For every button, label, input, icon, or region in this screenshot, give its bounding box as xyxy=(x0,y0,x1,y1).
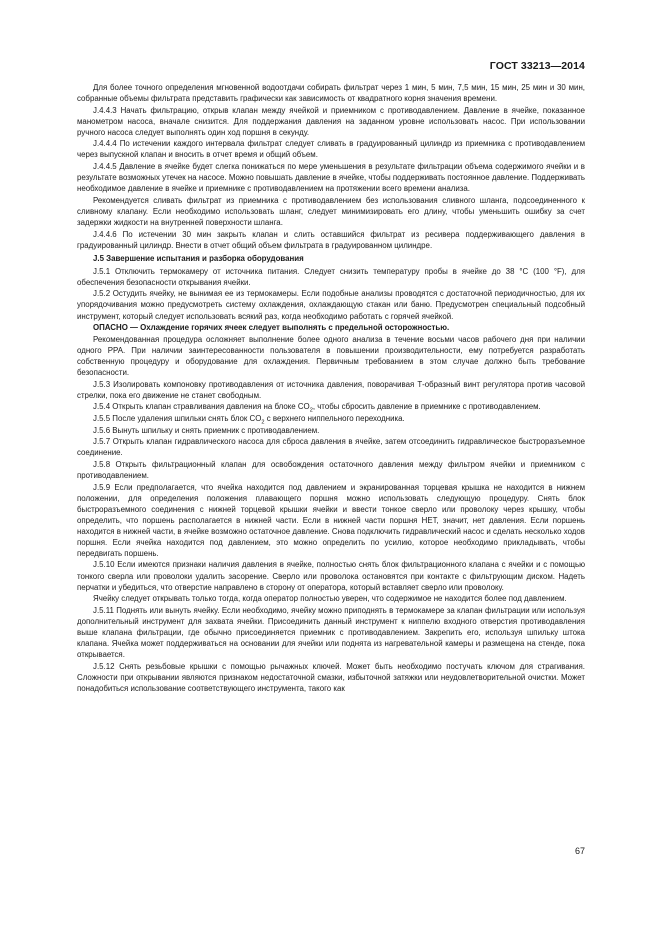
text-fragment: с верхнего ниппельного переходника. xyxy=(264,413,405,423)
paragraph-j511: J.5.11 Поднять или вынуть ячейку. Если необходимо, ячейку можно приподнять в термокамере за клапан фильтрации или используя дополнительный инструмент для захвата ячейки. Присоединить данный инструмент к ниппелю входного отверстия противодавления выше клапана фильтрации, где обычно присоединяется приемник с противодавлением. Закрепить его, используя шпильку штока клапана. Ячейка может поддерживаться на основании для ячейки или поднята из нагревательной камеры и размещена на стенде, пока открывается. xyxy=(77,605,585,660)
paragraph-j512: J.5.12 Снять резьбовые крышки с помощью рычажных ключей. Может быть необходимо постучать ключом для страгивания. Сложности при открывании являются признаком недостаточной смазки, избыточной затяжки или неудовлетворительной очистки. Может понадобиться использование соответствующего инструмента, такого как xyxy=(77,661,585,693)
paragraph-j446: J.4.4.6 По истечении 30 мин закрыть клапан и слить оставшийся фильтрат из ресивера поддерживающего давления в градуированный цилиндр. Внести в отчет общий объем фильтрата в градуированном цилиндре. xyxy=(77,229,585,250)
paragraph-j54 xyxy=(77,401,585,412)
paragraph-j444: J.4.4.4 По истечении каждого интервала фильтрат следует сливать в градуированный цилиндр из приемника с противодавлением через выпускной клапан и вносить в отчет время и общий объем. xyxy=(77,139,585,160)
danger-note xyxy=(77,322,585,333)
paragraph-j58: J.5.8 Открыть фильтрационный клапан для освобождения остаточного давления между фильтром ячейки и приемником с противодавлением. xyxy=(77,459,585,480)
paragraph: Ячейку следует открывать только тогда, когда оператор полностью уверен, что содержимое не находится более под давлением. xyxy=(93,594,567,604)
paragraph-j53: J.5.3 Изолировать компоновку противодавления от источника давления, поворачивая Т-образный винт регулятора против часовой стрелки, пока его движение не станет свободным. xyxy=(77,379,585,400)
text-fragment: J.5.5 После удаления шпильки снять блок CO xyxy=(93,413,262,423)
subscript: 2 xyxy=(309,407,313,414)
paragraph-j57: J.5.7 Открыть клапан гидравлического насоса для сброса давления в ячейке, затем отсоединить гидравлическое быстроразъемное соединение. xyxy=(77,437,585,458)
subscript: 2 xyxy=(261,419,265,426)
page-number: 67 xyxy=(574,846,585,856)
paragraph: Рекомендованная процедура осложняет выполнение более одного анализа в течение восьми часов рабочего дня при наличии одного РРА. При наличии заинтересованности пользователя в повышении производительности, ему потребуется разработать собственную процедуру и оборудование для охлаждения. Первичным требованием в этом случае должно быть требование безопасности. xyxy=(77,334,585,377)
danger-text: ОПАСНО — Охлаждение горячих ячеек следует выполнять с предельной осторожностью. xyxy=(93,323,450,333)
paragraph-j59: J.5.9 Если предполагается, что ячейка находится под давлением и экранированная торцевая крышка не находится в нижнем положении, для определения положения плавающего поршня можно использовать следующую процедуру. Снять блок быстроразъемного соединения с нижней торцевой крышки ячейки и ввести тонкое сверло или проволоку через крышку, чтобы определить, что поршень располагается в нижней части. Если в нижней части поршня НЕТ, значит, нет давления. Если поршень находится в нижней части, в ячейке возможно остаточное давление. Снова подключить гидравлический насос и сделать несколько ходов поршня. Если ячейка находится под давлением, это можно определить по усилию, которое необходимо прикладывать, чтобы передвигать поршень. xyxy=(77,482,585,558)
text-fragment: , чтобы сбросить давление в приемнике с противодавлением. xyxy=(312,402,541,412)
paragraph-j55 xyxy=(77,413,585,424)
paragraph-j443: J.4.4.3 Начать фильтрацию, открыв клапан между ячейкой и приемником с противодавлением. Давление в ячейке, показанное манометром насоса, вначале снизится. Для поддержания давления на заданном уровне использовать насос. При использовании ручного насоса следует выполнять один ход поршня в секунду. xyxy=(77,105,585,137)
paragraph-j510: J.5.10 Если имеются признаки наличия давления в ячейке, полностью снять блок фильтрационного клапана с ячейки и с помощью тонкого сверла или проволоки удалить засорение. Сверло или проволока остановятся при контакте с фильтрующим диском. Надеть перчатки и убедиться, что отверстие направлено в сторону от оператора, который вставляет сверло или проволоку. xyxy=(77,560,585,592)
document-id: ГОСТ 33213—2014 xyxy=(489,60,585,72)
section-heading-j5: J.5 Завершение испытания и разборка оборудования xyxy=(93,253,304,263)
paragraph: Для более точного определения мгновенной водоотдачи собирать фильтрат через 1 мин, 5 мин, 7,5 мин, 15 мин, 25 мин и 30 мин, собранные объемы фильтрата представить графически как зависимость от квадратного корня значения времени. xyxy=(77,83,585,104)
paragraph-j52: J.5.2 Остудить ячейку, не вынимая ее из термокамеры. Если подобные анализы проводятся с достаточной периодичностью, для их упорядочивания можно предусмотреть систему охлаждения, охлаждающую стакан или баню. Предусмотрен специальный подсобный инструмент, который следует использовать всякий раз, когда необходимо работать с горячей ячейкой. xyxy=(77,289,585,321)
paragraph-j51: J.5.1 Отключить термокамеру от источника питания. Следует снизить температуру пробы в ячейке до 38 °С (100 °F), для обеспечения безопасности открывания ячейки. xyxy=(77,266,585,287)
paragraph: Рекомендуется сливать фильтрат из приемника с противодавлением без использования сливного шланга, подсоединенного к сливному клапану. Если необходимо использовать шланг, следует минимизировать его длину, чтобы уменьшить ошибку за счет задержки жидкости на внутренней поверхности шланга. xyxy=(77,195,585,227)
text-fragment: J.5.4 Открыть клапан стравливания давления на блоке CO xyxy=(93,402,310,412)
body-text xyxy=(77,82,585,694)
paragraph-j56: J.5.6 Вынуть шпильку и снять приемник с противодавлением. xyxy=(93,425,320,435)
paragraph-j445: J.4.4.5 Давление в ячейке будет слегка понижаться по мере уменьшения в результате фильтрации объема содержимого ячейки и в результате возможных утечек на насосе. Можно повышать давление в ячейке, чтобы поддерживать постоянное давление. Поддерживать необходимое давление в ячейке и приемнике с противодавлением на протяжении всего времени анализа. xyxy=(77,162,585,194)
